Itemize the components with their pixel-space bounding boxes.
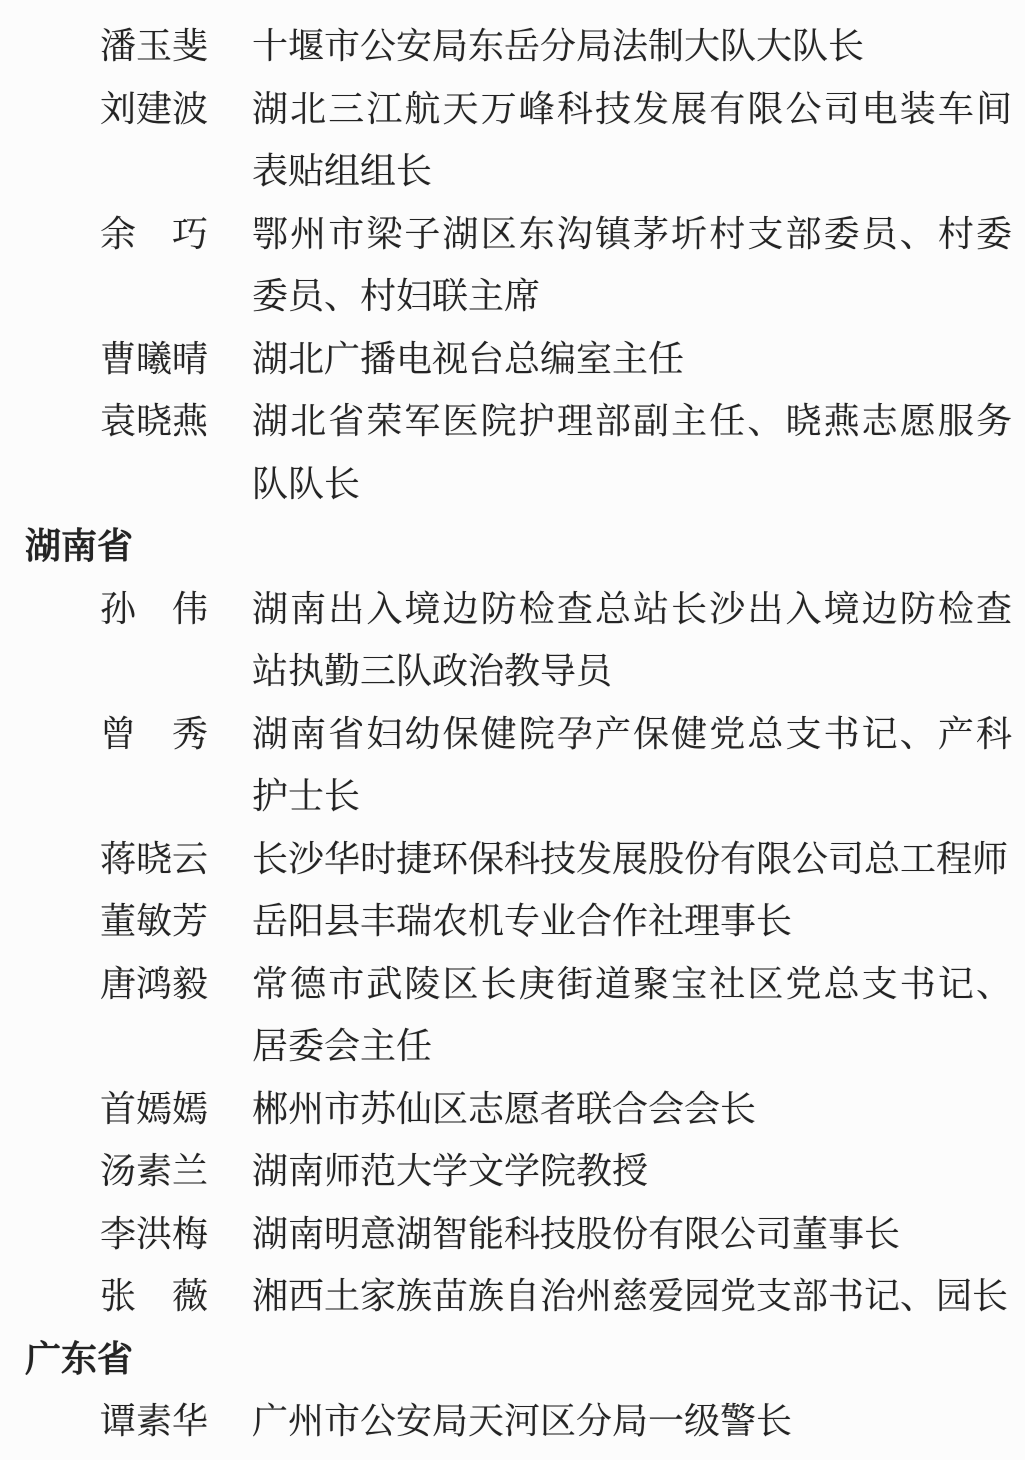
- person-position-line: 郴州市苏仙区志愿者联合会会长: [252, 1088, 757, 1129]
- person-name: 余巧: [100, 213, 208, 254]
- roster-entry: [0, 953, 1025, 1016]
- person-position-line: 广州市公安局天河区分局一级警长: [252, 1401, 793, 1442]
- person-position-line: 站执勤三队政治教导员: [252, 651, 613, 692]
- roster-entry: [0, 15, 1025, 78]
- person-position-line: 湖南师范大学文学院教授: [252, 1151, 649, 1192]
- province-heading-label: 广东省: [25, 1338, 134, 1379]
- person-name: 首嫣嫣: [100, 1088, 209, 1129]
- roster-entry: [0, 1265, 1025, 1328]
- person-name: 谭素华: [100, 1401, 209, 1442]
- person-name: 曾秀: [100, 713, 208, 754]
- roster-entry: [0, 328, 1025, 391]
- person-position-line: 鄂州市梁子湖区东沟镇茅圻村支部委员、村委: [252, 213, 1012, 254]
- person-position-line: 湖北三江航天万峰科技发展有限公司电装车间: [252, 88, 1012, 129]
- person-position-line: 委员、村妇联主席: [252, 276, 541, 317]
- roster-entry-continuation: [0, 640, 1025, 703]
- roster-entry: [0, 203, 1025, 266]
- roster-entry-continuation: [0, 765, 1025, 828]
- person-name: 刘建波: [100, 88, 209, 129]
- roster-entry-continuation: [0, 140, 1025, 203]
- person-name: 唐鸿毅: [100, 963, 209, 1004]
- person-name: 李洪梅: [100, 1213, 209, 1254]
- person-name: 汤素兰: [100, 1151, 209, 1192]
- province-heading: [0, 515, 1025, 578]
- person-position-line: 表贴组组长: [252, 151, 433, 192]
- person-name: 袁晓燕: [100, 401, 209, 442]
- roster-entry-continuation: [0, 265, 1025, 328]
- province-heading: [0, 1328, 1025, 1391]
- person-position-line: 湖北省荣军医院护理部副主任、晓燕志愿服务: [252, 401, 1012, 442]
- roster-entry: [0, 890, 1025, 953]
- award-roster-list: [0, 15, 1025, 1453]
- person-position-line: 湖南出入境边防检查总站长沙出入境边防检查: [252, 588, 1012, 629]
- person-name: 曹曦晴: [100, 338, 209, 379]
- person-position-line: 湖北广播电视台总编室主任: [252, 338, 685, 379]
- roster-entry: [0, 1140, 1025, 1203]
- roster-entry: [0, 78, 1025, 141]
- roster-entry-continuation: [0, 453, 1025, 516]
- roster-entry: [0, 578, 1025, 641]
- roster-entry: [0, 1078, 1025, 1141]
- person-position-line: 十堰市公安局东岳分局法制大队大队长: [252, 26, 865, 67]
- roster-entry: [0, 703, 1025, 766]
- person-name: 孙伟: [100, 588, 208, 629]
- person-position-line: 队队长: [252, 463, 361, 504]
- person-name: 蒋晓云: [100, 838, 209, 879]
- roster-entry: [0, 828, 1025, 891]
- person-name: 张薇: [100, 1276, 208, 1317]
- person-position-line: 湘西土家族苗族自治州慈爱园党支部书记、园长: [252, 1276, 1009, 1317]
- roster-entry: [0, 1203, 1025, 1266]
- roster-entry-continuation: [0, 1015, 1025, 1078]
- person-position-line: 居委会主任: [252, 1026, 433, 1067]
- person-position-line: 护士长: [252, 776, 361, 817]
- person-position-line: 长沙华时捷环保科技发展股份有限公司总工程师: [252, 838, 1009, 879]
- person-position-line: 岳阳县丰瑞农机专业合作社理事长: [252, 901, 793, 942]
- person-position-line: 湖南明意湖智能科技股份有限公司董事长: [252, 1213, 901, 1254]
- roster-entry: [0, 1390, 1025, 1453]
- province-heading-label: 湖南省: [25, 526, 134, 567]
- roster-entry: [0, 390, 1025, 453]
- person-name: 董敏芳: [100, 901, 209, 942]
- person-position-line: 常德市武陵区长庚街道聚宝社区党总支书记、: [252, 963, 1012, 1004]
- person-name: 潘玉斐: [100, 26, 209, 67]
- person-position-line: 湖南省妇幼保健院孕产保健党总支书记、产科: [252, 713, 1012, 754]
